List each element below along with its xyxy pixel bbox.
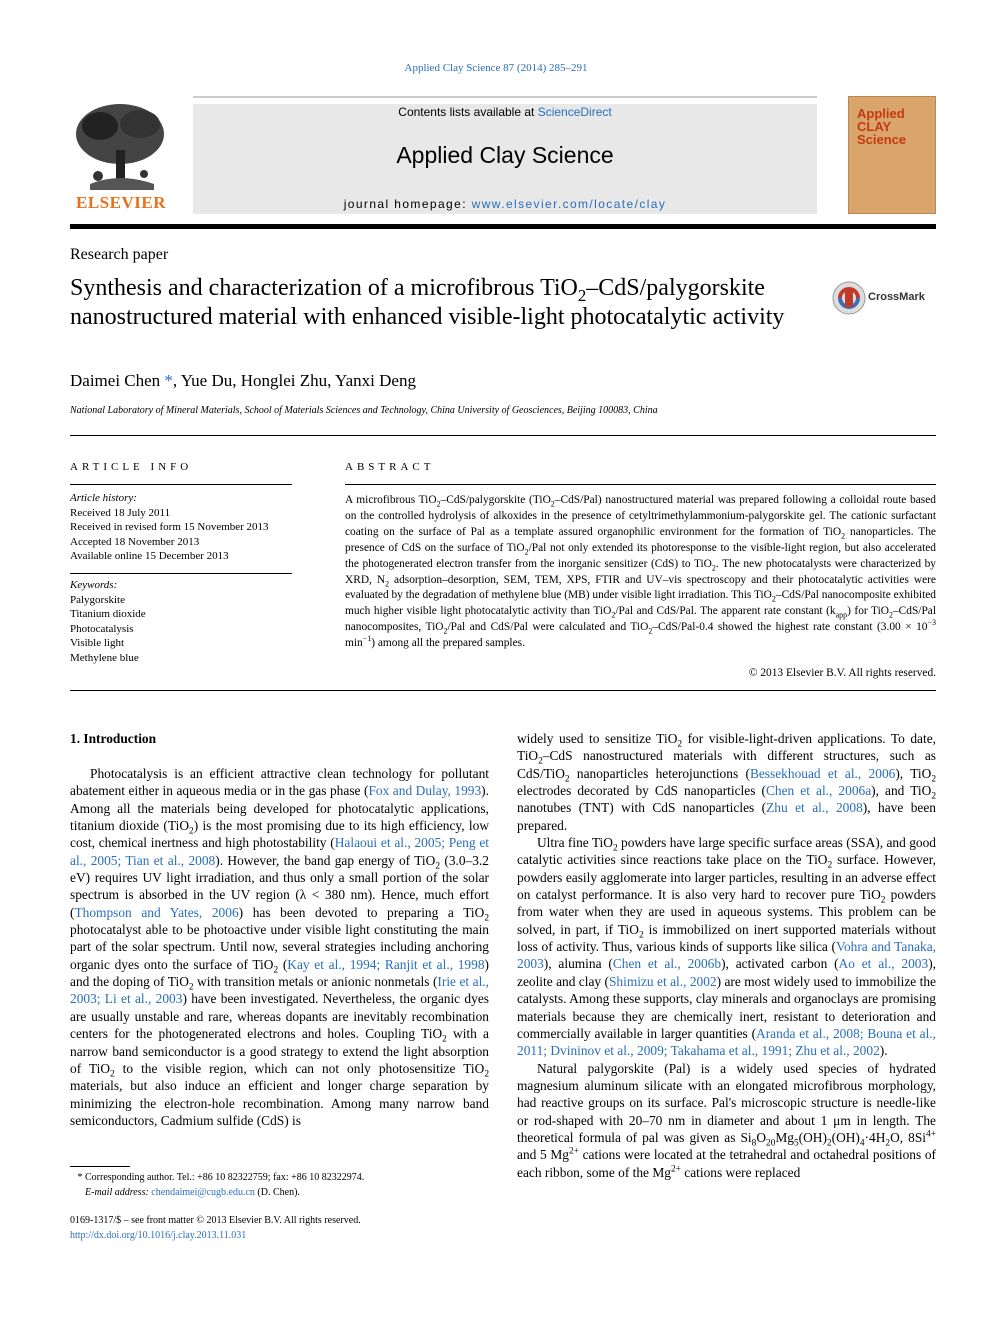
footnotes <box>70 1170 489 1200</box>
history-item: Accepted 18 November 2013 <box>70 535 200 548</box>
history-item: Available online 15 December 2013 <box>70 550 229 562</box>
citation-link[interactable]: Fox and Dulay, 1993 <box>368 783 482 799</box>
author-list: Daimei Chen *, Yue Du, Honglei Zhu, Yanxi Deng <box>70 371 416 390</box>
article-info-rule <box>70 484 292 485</box>
contents-available: Contents lists available at ScienceDirect <box>398 105 612 119</box>
citation-link[interactable]: Aranda et al., 2008; Bouna et al., 2011; Dvininov et al., 2009; Takahama et al., 1991; Zhu et al., 2002 <box>517 1025 936 1059</box>
doi-link[interactable]: http://dx.doi.org/10.1016/j.clay.2013.11.031 <box>70 1230 247 1241</box>
citation-link[interactable]: Ao et al., 2003 <box>838 956 929 972</box>
citation-link[interactable]: Shimizu et al., 2002 <box>608 973 717 989</box>
keywords-rule <box>70 573 292 574</box>
citation-link[interactable]: Halaoui et al., 2005; Peng et al., 2005; Tian et al., 2008 <box>70 835 489 868</box>
introduction-heading: 1. Introduction <box>70 731 157 746</box>
journal-cover-thumbnail[interactable] <box>848 96 936 214</box>
affiliation: National Laboratory of Mineral Materials, School of Materials Sciences and Technology, China University of Geosciences, Beijing 100083, China <box>70 405 658 416</box>
article-title: Synthesis and characterization of a microfibrous TiO$_2$–CdS/palygorskite nanostructured material with enhanced visible-light photocatalytic activity <box>70 275 785 330</box>
header-top-rule <box>193 96 817 98</box>
keyword: Methylene blue <box>70 651 139 664</box>
front-matter <box>70 1213 489 1243</box>
citation-link[interactable]: Vohra and Tanaka, 2003 <box>517 939 936 972</box>
article-type: Research paper <box>70 246 169 263</box>
history-item: Received 18 July 2011 <box>70 506 171 519</box>
crossmark-badge[interactable] <box>832 281 942 315</box>
citation-link[interactable]: Irie et al., 2003; Li et al., 2003 <box>70 974 489 1007</box>
paragraph: widely used to sensitize TiO$_2$ for visible-light-driven applications. To date, TiO$_2$–CdS nanostructured materials with different structures, such as CdS/TiO$_2$ nanoparticles heterojunctions (Bessekhouad et al., 2006), TiO$_2$ electrodes decorated by CdS nanoparticles (Chen et al., 2006a), and TiO$_2$ nanotubes (TNT) with CdS nanoparticles (Zhu et al., 2008), have been prepared. <box>517 731 937 833</box>
crossmark-label: CrossMark <box>868 291 925 303</box>
citation-link[interactable]: Zhu et al., 2008 <box>766 800 863 816</box>
journal-homepage: journal homepage: www.elsevier.com/locate/clay <box>343 197 667 211</box>
corresponding-author-mark[interactable]: * <box>160 371 173 390</box>
paragraph: Ultra fine TiO$_2$ powders have large specific surface areas (SSA), and good catalytic activities since reactions take place on the TiO$_2$ surface. However, powders easily agglomerate into larger particles, resulting in an adverse effect on catalyst performance. It is also very hard to recover pure TiO$_2$ powders from water when they are used in aqueous systems. This problem can be solved, in part, if TiO$_2$ is immobilized on inert supported materials without loss of activity. Thus, various kinds of supports like silica (Vohra and Tanaka, 2003), alumina (Chen et al., 2006b), activated carbon (Ao et al., 2003), zeolite and clay (Shimizu et al., 2002) are most widely used to immobilize the catalysts. Among these supports, clay minerals and organoclays are promising materials because they are chemically inert, resistant to deterioration and commercially available in larger quantities (Aranda et al., 2008; Bouna et al., 2011; Dvininov et al., 2009; Takahama et al., 1991; Zhu et al., 2002). <box>517 835 937 1059</box>
affiliation-rule <box>70 435 936 436</box>
journal-reference[interactable]: Applied Clay Science 87 (2014) 285–291 <box>404 62 588 74</box>
keywords <box>70 578 292 665</box>
header-divider <box>70 224 936 229</box>
citation-link[interactable]: Chen et al., 2006a <box>765 783 872 799</box>
citation-link[interactable]: Chen et al., 2006b <box>612 956 722 972</box>
keyword: Titanium dioxide <box>70 608 146 620</box>
keyword: Palygorskite <box>70 593 125 606</box>
elsevier-wordmark: ELSEVIER <box>76 193 166 212</box>
corresponding-author-note: * Corresponding author. Tel.: +86 10 82322759; fax: +86 10 82322974. <box>70 1172 365 1183</box>
email-link[interactable]: chendaimei@cugb.edu.cn <box>151 1187 255 1198</box>
paragraph: Natural palygorskite (Pal) is a widely used species of hydrated magnesium aluminum silicate with an elongated microfibrous morphology, had reactive groups on its surface. Pal's microscopic structure is needle-like or rod-shaped with 20–70 nm in diameter and about 1 μm in length. The theoretical formula of pal was given as $Si_8O_{20}Mg_5(OH)_2(OH)_4\cdot 4H_2O$, $8Si^{4+}$ and 5 $Mg^{2+}$ cations were located at the tetrahedral and octahedral positions of each ribbon, some of the $Mg^{2+}$ cations were replaced <box>517 1060 936 1180</box>
sciencedirect-link[interactable]: ScienceDirect <box>537 105 612 119</box>
crossmark-icon <box>832 281 866 315</box>
paragraph: Photocatalysis is an efficient attractive clean technology for pollutant abatement either in aqueous media or in the gas phase (Fox and Dulay, 1993). Among all the materials being developed for photocatalytic applications, titanium dioxide (TiO$_2$) is the most promising due to its high efficiency, low cost, chemical inertness and high photostability (Halaoui et al., 2005; Peng et al., 2005; Tian et al., 2008). However, the band gap energy of TiO$_2$ (3.0–3.2 eV) requires UV light irradiation, and thus only a small portion of the solar spectrum is absorbed in the UV region (λ < 380 nm). Hence, much effort (Thompson and Yates, 2006) has been devoted to preparing a TiO$_2$ photocatalyst able to be photoactive under visible light constituting the main part of the solar spectrum. Until now, several strategies including anchoring organic dyes onto the surface of TiO$_2$ (Kay et al., 1994; Ranjit et al., 1998) and the doping of TiO$_2$ with transition metals or anionic nonmetals (Irie et al., 2003; Li et al., 2003) have been investigated. Nevertheless, the organic dyes are usually unstable and rare, whereas dopants are inevitably recombination centers for the photogenerated electrons and holes. Coupling TiO$_2$ with a narrow band semiconductor is a good strategy to extend the light absorption of TiO$_2$ to the visible region, which can not only photosensitize TiO$_2$ materials, but also induce an efficient and longer charge separation by minimizing the electron-hole recombination. Among many narrow band semiconductors, Cadmium sulfide (CdS) is <box>70 766 489 1128</box>
abstract-bottom-rule <box>70 690 936 691</box>
body-column-right <box>517 730 936 1181</box>
citation-link[interactable]: Thompson and Yates, 2006 <box>74 904 239 920</box>
issn-line: 0169-1317/$ – see front matter © 2013 Elsevier B.V. All rights reserved. <box>70 1215 361 1226</box>
history-label: Article history: <box>70 492 137 504</box>
homepage-link[interactable]: www.elsevier.com/locate/clay <box>471 197 667 211</box>
abstract-copyright: © 2013 Elsevier B.V. All rights reserved. <box>748 667 936 679</box>
cover-title: Applied CLAY Science <box>857 106 907 147</box>
abstract-rule <box>345 484 936 485</box>
keywords-label: Keywords: <box>70 579 118 591</box>
citation-link[interactable]: Kay et al., 1994; Ranjit et al., 1998 <box>287 956 485 972</box>
citation-link[interactable]: Bessekhouad et al., 2006 <box>749 765 896 781</box>
article-history <box>70 491 292 564</box>
keyword: Visible light <box>70 637 125 649</box>
keyword: Photocatalysis <box>70 622 134 635</box>
article-info-heading: ARTICLE INFO <box>70 461 193 473</box>
history-item: Received in revised form 15 November 2013 <box>70 521 269 533</box>
abstract-text: A microfibrous TiO$_2$–CdS/palygorskite (TiO$_2$–CdS/Pal) nanostructured material was prepared following a colloidal route based on the controlled hydrolysis of alkoxides in the presence of cetyltrimethylammonium-palygorskite gel. The cationic surfactant coating on the surface of Pal as a template assured organophilic environment for the formation of TiO$_2$ nanoparticles. The presence of CdS on the surface of TiO$_2$/Pal not only extended its photoresponse to the visible-light region, but also accelerated the photogenerated electron transfer from the inorganic sensitizer (CdS) to TiO$_2$. The new photocatalysts were characterized by XRD, $N_2$ adsorption–desorption, SEM, TEM, XPS, FTIR and UV–vis spectroscopy and their photocatalytic activities were evaluated by the degradation of methylene blue (MB) under visible light irradiation. This TiO$_2$–CdS/Pal nanocomposite exhibited much higher visible light photocatalytic activity than TiO$_2$/Pal and CdS/Pal. The apparent rate constant $(k_{app})$ for TiO$_2$–CdS/Pal nanocomposites, TiO$_2$/Pal and CdS/Pal were calculated and TiO$_2$–CdS/Pal-0.4 showed the highest rate constant ($3.00 \times 10^{-3}$ $\min^{-1}$) among all the prepared samples. <box>345 494 937 650</box>
journal-title: Applied Clay Science <box>396 142 614 168</box>
footnote-rule <box>70 1166 130 1167</box>
abstract-heading: ABSTRACT <box>345 461 435 473</box>
email-note: E-mail address: chendaimei@cugb.edu.cn (D. Chen). <box>85 1187 300 1198</box>
body-column-left <box>70 765 489 1129</box>
